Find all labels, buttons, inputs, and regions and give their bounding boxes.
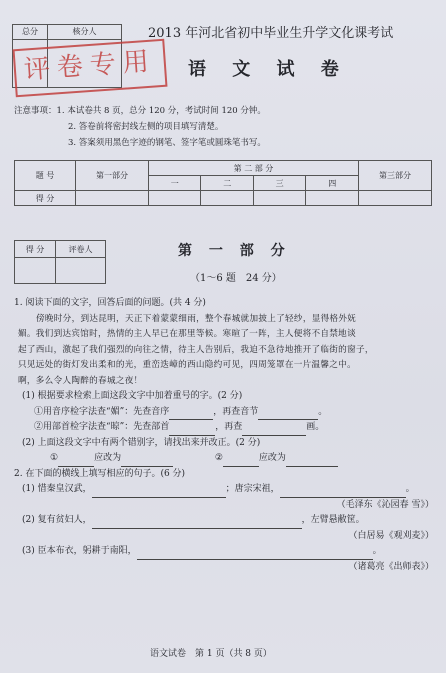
answer-blank[interactable] <box>280 486 406 498</box>
answer-blank[interactable] <box>58 455 94 467</box>
q2-b <box>14 513 434 529</box>
grader-header: 评卷人 <box>56 241 106 258</box>
answer-blank[interactable] <box>169 424 215 436</box>
q2-c <box>14 544 434 560</box>
exam-title: 2013 年河北省初中毕业生升学文化课考试 <box>148 26 394 41</box>
note-line-1 <box>14 103 266 119</box>
score-table-sub: 一 <box>149 176 201 191</box>
score-table-header: 题 号 <box>15 161 76 191</box>
total-score-header: 总分 <box>13 25 48 40</box>
score-cell[interactable] <box>201 191 253 206</box>
grade-box <box>14 240 106 284</box>
q2-a-end: 。 <box>405 484 415 494</box>
q1-sub1b-text: ②用部首检字法查“晾”：先查部首 <box>34 422 170 432</box>
q1-sub1b-text3: 画。 <box>306 422 325 432</box>
answer-blank[interactable] <box>92 486 226 498</box>
note-line-3: 3. 答案须用黑色字迹的钢笔、签字笔或圆珠笔书写。 <box>68 138 266 148</box>
score-cell[interactable] <box>306 191 359 206</box>
q1-sub1: (1) 根据要求检索上面这段文字中加着重号的字。(2 分) <box>22 391 243 401</box>
answer-marker: ① <box>50 453 59 463</box>
passage-line: 傍晚时分，到达昆明，天正下着蒙蒙细雨，整个春城就加披上了轻纱，显得格外妩 <box>36 313 357 324</box>
checker-header: 核分人 <box>48 25 121 40</box>
answer-blank[interactable] <box>121 455 173 467</box>
q2-b-end: ，左臂悬敝筐。 <box>301 515 365 525</box>
q2-a-mid: ；唐宗宋祖， <box>225 484 280 494</box>
exam-notes <box>14 103 266 151</box>
score-cell[interactable] <box>359 191 432 206</box>
answer-text: 应改为 <box>94 453 122 463</box>
answer-blank[interactable] <box>242 424 306 436</box>
answer-blank[interactable] <box>92 517 302 529</box>
answer-marker: ② <box>214 453 223 463</box>
part-subtitle: （1～6 题 24 分） <box>190 273 282 284</box>
passage-line: 啊，多么令人陶醉的春城之夜！ <box>18 375 143 386</box>
q2-b-source: （白居易《观刈麦》） <box>348 530 434 541</box>
answer-blank[interactable] <box>258 408 318 420</box>
q1-sub2: (2) 上面这段文字中有两个错别字，请找出来并改正。(2 分) <box>22 437 261 448</box>
passage-line: 起了西山，激起了我们强烈的向往之情，待主人告别后，我迫不急待地推开了临街的窗子， <box>18 344 374 355</box>
q2-c-source: （诸葛亮《出师表》） <box>348 561 434 572</box>
q2-b-text: (2) 复有贫妇人， <box>22 515 92 525</box>
answer-blank[interactable] <box>223 455 259 467</box>
score-table-part1: 第一部分 <box>76 161 149 191</box>
score-table-sub: 三 <box>253 176 305 191</box>
note-line-2: 2. 答卷前将密封线左侧的项目填写清楚。 <box>68 122 224 132</box>
question-body <box>14 296 434 575</box>
score-table-part2: 第 二 部 分 <box>149 161 359 176</box>
answer-blank[interactable] <box>169 408 213 420</box>
grade-score-header: 得 分 <box>15 241 56 258</box>
score-row-label: 得 分 <box>15 191 76 206</box>
q1-sub1b-text2: ，再查 <box>215 422 243 432</box>
score-table-sub: 四 <box>306 176 359 191</box>
passage-line: 只见远处的街灯发出柔和的光，重峦迭嶂的西山隐约可见，四周笼罩在一片温馨之中。 <box>18 360 356 370</box>
note-item: 1. 本试卷共 8 页，总分 120 分，考试时间 120 分钟。 <box>56 106 266 116</box>
score-table-part3: 第三部分 <box>359 161 432 191</box>
q2-a <box>14 482 434 498</box>
score-table-sub: 二 <box>201 176 253 191</box>
subject-title: 语 文 试 卷 <box>188 59 349 80</box>
notes-label: 注意事项： <box>14 106 57 116</box>
page-footer: 语文试卷 第 1 页（共 8 页） <box>150 649 272 659</box>
grade-score-cell[interactable] <box>15 258 56 284</box>
score-cell[interactable] <box>76 191 149 206</box>
answer-text: 应改为 <box>258 453 286 463</box>
part-title: 第 一 部 分 <box>178 243 291 259</box>
q1-sub1a: ①用音序检字法查“媚”：先查音序 ，再查音节 。 <box>14 405 434 421</box>
score-cell[interactable] <box>149 191 201 206</box>
q1-sub1b <box>14 420 434 436</box>
q2-c-text: (3) 臣本布衣，躬耕于南阳， <box>22 546 137 556</box>
q1-prompt: 1. 阅读下面的文字，回答后面的问题。(共 4 分) <box>14 298 206 308</box>
grading-stamp: 评卷专用 <box>13 39 168 97</box>
answer-blank[interactable] <box>137 548 373 560</box>
score-table <box>14 160 432 206</box>
passage-line: 媚。我们到达宾馆时，热情的主人早已在那里等候。寒暄了一阵，主人便将不自禁地谈 <box>18 329 356 339</box>
q2-a-text: (1) 惜秦皇汉武， <box>22 484 92 494</box>
q1-sub2-answers <box>14 451 434 467</box>
grader-cell[interactable] <box>56 258 106 284</box>
score-cell[interactable] <box>253 191 305 206</box>
q2-c-end: 。 <box>372 546 382 556</box>
q2-a-source: （毛泽东《沁园春 雪》） <box>336 499 434 510</box>
answer-blank[interactable] <box>286 455 338 467</box>
q1-sub1a-text2: ，再查音节 <box>213 406 259 417</box>
q1-sub1a-text: ①用音序检字法查“媚”：先查音序 <box>34 406 170 417</box>
q2-prompt: 2. 在下面的横线上填写相应的句子。(6 分) <box>14 468 186 479</box>
